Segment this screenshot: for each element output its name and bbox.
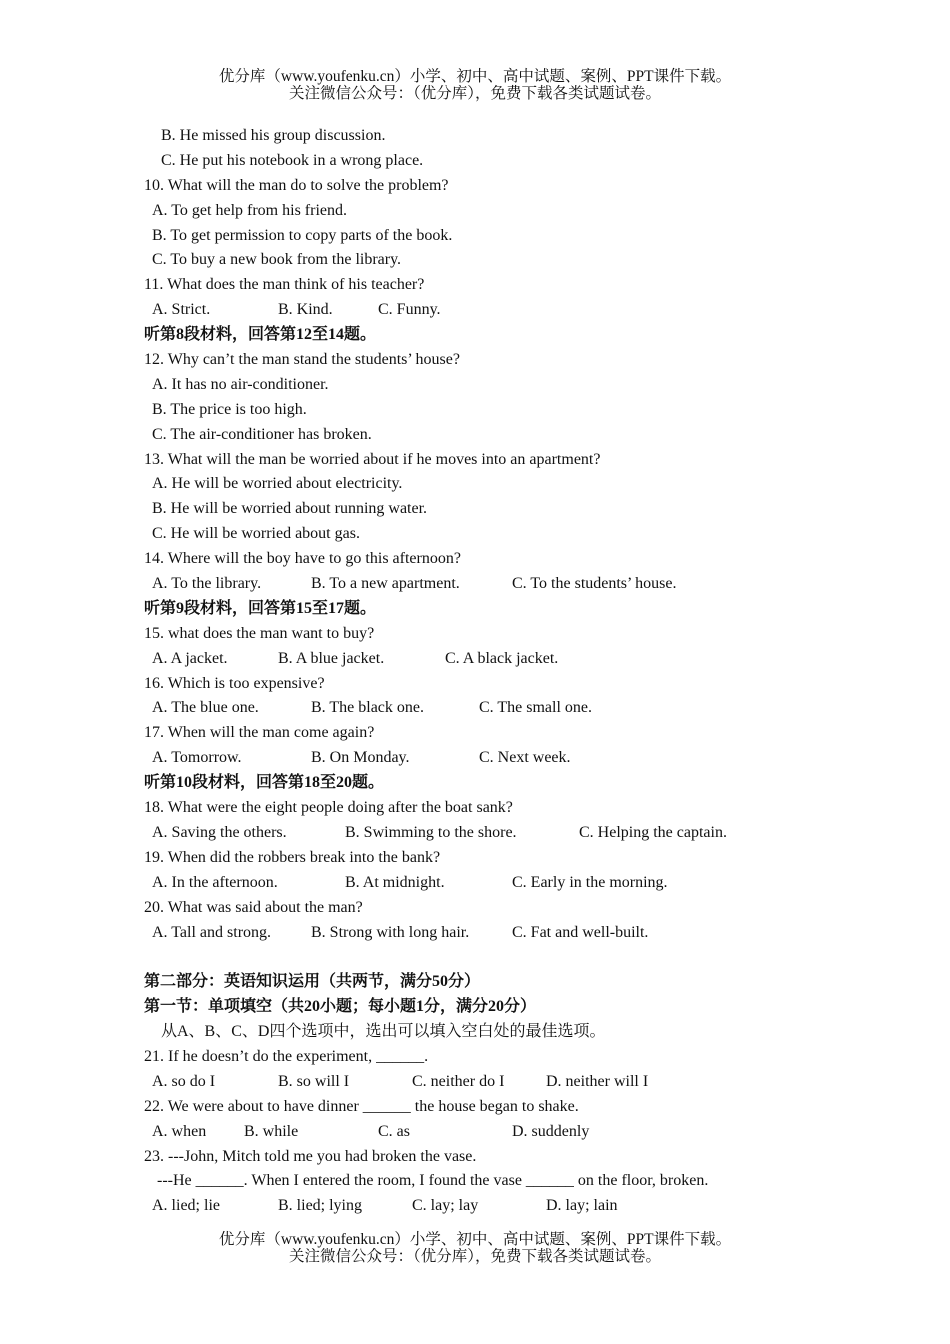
q14-stem: 14. Where will the boy have to go this afternoon?: [144, 550, 461, 568]
q23-stem: 23. ---John, Mitch told me you had broken the vase.: [144, 1147, 477, 1165]
section-10-heading: 听第10段材料，回答第18至20题。: [144, 774, 385, 792]
q13-option-a: A. He will be worried about electricity.: [152, 475, 403, 493]
q18-option-c: C. Helping the captain.: [579, 823, 727, 841]
q22-stem: 22. We were about to have dinner ______ the house began to shake.: [144, 1097, 579, 1115]
q11-options: [144, 298, 784, 323]
q23-option-b: B. lied; lying: [278, 1197, 362, 1215]
q15-option-c: C. A black jacket.: [445, 649, 559, 667]
q21-option-b: B. so will I: [278, 1072, 350, 1090]
q21-option-c: C. neither do I: [412, 1072, 505, 1090]
q14-options: [144, 572, 784, 597]
q17-option-c: C. Next week.: [479, 749, 571, 767]
footer-line-2: 关注微信公众号：（优分库），免费下载各类试题试卷。: [288, 1248, 661, 1265]
blank-spacer: [144, 945, 784, 970]
q12-option-c: C. The air-conditioner has broken.: [152, 425, 372, 443]
q20-option-c: C. Fat and well-built.: [512, 923, 649, 941]
q17-stem: 17. When will the man come again?: [144, 724, 375, 742]
q16-option-a: A. The blue one.: [152, 699, 259, 717]
q19-options: [144, 871, 784, 896]
q11-stem: 11. What does the man think of his teacher?: [144, 276, 425, 294]
q23-option-d: D. lay; lain: [546, 1197, 618, 1215]
part-2-title: 第二部分：英语知识运用（共两节，满分50分）: [144, 973, 481, 991]
q10-option-a: A. To get help from his friend.: [152, 201, 347, 219]
q13-option-c: C. He will be worried about gas.: [152, 525, 360, 543]
q15-option-a: A. A jacket.: [152, 649, 228, 667]
q21-stem: 21. If he doesn’t do the experiment, ______.: [144, 1047, 429, 1065]
q21-options: [144, 1070, 784, 1095]
page-header: [0, 68, 950, 102]
q13-option-b: B. He will be worried about running water.: [152, 500, 428, 518]
q12-option-a: A. It has no air-conditioner.: [152, 375, 329, 393]
q15-option-b: B. A blue jacket.: [278, 649, 385, 667]
section-9-heading: 听第9段材料，回答第15至17题。: [144, 599, 377, 617]
q21-option-d: D. neither will I: [546, 1072, 649, 1090]
header-line-1: 优分库（www.youfenku.cn）小学、初中、高中试题、案例、PPT课件下载。: [218, 68, 732, 85]
q22-option-b: B. while: [244, 1122, 299, 1140]
q21-option-a: A. so do I: [152, 1072, 216, 1090]
q17-option-a: A. Tomorrow.: [152, 749, 242, 767]
part-2-section-1-title: 第一节：单项填空（共20小题；每小题1分，满分20分）: [144, 998, 537, 1016]
q19-stem: 19. When did the robbers break into the bank?: [144, 848, 441, 866]
q19-option-c: C. Early in the morning.: [512, 873, 668, 891]
q20-option-a: A. Tall and strong.: [152, 923, 272, 941]
part-2-instruction: 从A、B、C、D四个选项中，选出可以填入空白处的最佳选项。: [161, 1023, 606, 1041]
q14-option-b: B. To a new apartment.: [311, 575, 460, 593]
q10-stem: 10. What will the man do to solve the problem?: [144, 176, 449, 194]
q23-stem-2: ---He ______. When I entered the room, I found the vase ______ on the floor, broken.: [157, 1172, 709, 1190]
q14-option-c: C. To the students’ house.: [512, 575, 677, 593]
q14-option-a: A. To the library.: [152, 575, 262, 593]
q19-option-a: A. In the afternoon.: [152, 873, 278, 891]
q13-stem: 13. What will the man be worried about if he moves into an apartment?: [144, 450, 601, 468]
section-8-heading: 听第8段材料，回答第12至14题。: [144, 326, 377, 344]
q18-options: [144, 821, 784, 846]
q19-option-b: B. At midnight.: [345, 873, 445, 891]
q23-option-c: C. lay; lay: [412, 1197, 479, 1215]
q9-option-c: C. He put his notebook in a wrong place.: [161, 151, 424, 169]
q22-option-c: C. as: [378, 1122, 410, 1140]
q23-option-a: A. lied; lie: [152, 1197, 220, 1215]
q11-option-a: A. Strict.: [152, 301, 211, 319]
header-line-2: 关注微信公众号：（优分库），免费下载各类试题试卷。: [288, 85, 661, 102]
q20-options: [144, 921, 784, 946]
footer-line-1: 优分库（www.youfenku.cn）小学、初中、高中试题、案例、PPT课件下载。: [218, 1231, 732, 1248]
q15-options: [144, 647, 784, 672]
q9-option-b: B. He missed his group discussion.: [161, 127, 386, 144]
page-footer: [0, 1231, 950, 1265]
q15-stem: 15. what does the man want to buy?: [144, 624, 375, 642]
q20-option-b: B. Strong with long hair.: [311, 923, 470, 941]
q12-stem: 12. Why can’t the man stand the students’ house?: [144, 351, 460, 369]
q18-option-b: B. Swimming to the shore.: [345, 823, 517, 841]
q16-option-c: C. The small one.: [479, 699, 593, 717]
q16-stem: 16. Which is too expensive?: [144, 674, 325, 692]
q11-option-c: C. Funny.: [378, 301, 441, 319]
q16-options: [144, 696, 784, 721]
q10-option-b: B. To get permission to copy parts of the book.: [152, 226, 453, 244]
q22-option-a: A. when: [152, 1122, 207, 1140]
q18-option-a: A. Saving the others.: [152, 823, 287, 841]
q18-stem: 18. What were the eight people doing after the boat sank?: [144, 799, 513, 817]
q22-options: [144, 1120, 784, 1145]
q11-option-b: B. Kind.: [278, 301, 333, 319]
q12-option-b: B. The price is too high.: [152, 400, 307, 418]
q10-option-c: C. To buy a new book from the library.: [152, 251, 402, 269]
q16-option-b: B. The black one.: [311, 699, 425, 717]
exam-content: [144, 124, 784, 1219]
q20-stem: 20. What was said about the man?: [144, 898, 363, 916]
q17-option-b: B. On Monday.: [311, 749, 410, 767]
q17-options: [144, 746, 784, 771]
q23-options: [144, 1194, 784, 1219]
q22-option-d: D. suddenly: [512, 1122, 590, 1140]
